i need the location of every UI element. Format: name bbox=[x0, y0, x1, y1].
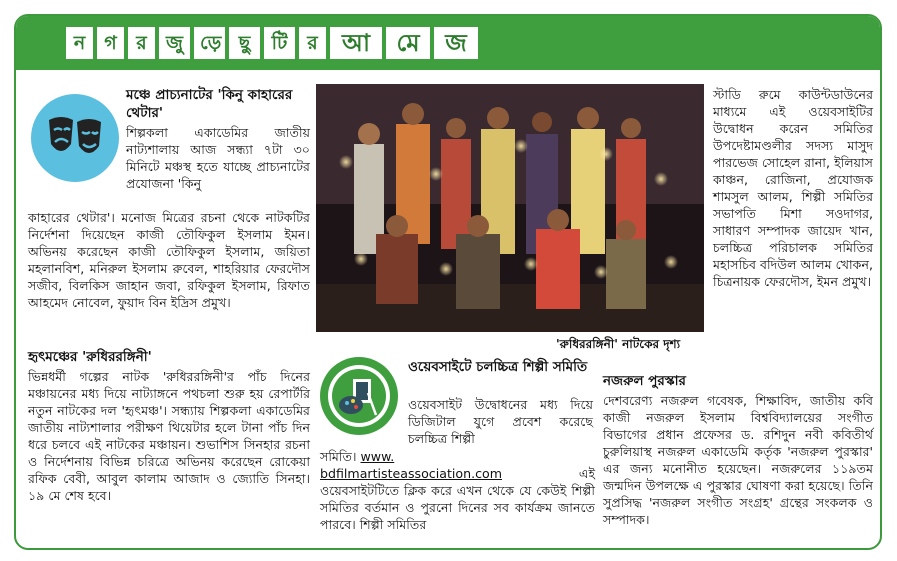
banner-letter: ড়ে bbox=[194, 27, 225, 59]
article4-body: দেশবরেণ্য নজরুল গবেষক, শিক্ষাবিদ, জাতীয় কবি কাজী নজরুল ইসলাম বিশ্ববিদ্যালয়ের সংগীত বিভাগের প্রধান প্রফেসর ড. রশিদুন নবী কবিতীর্থ চুরুলিয়াস্থ নজরুল একাডেমি কর্তৃক 'নজরুল পুরস্কার' এর জন্য মনোনীত হয়েছেন। নজরুলের ১১৯তম জন্মদিন উপলক্ষে এ পুরস্কার ঘোষণা করা হয়েছে। তিনি সুপ্রসিদ্ধ 'নজরুল সংগীত সংগ্রহ' গ্রন্থের সংকলক ও সম্পাদক। bbox=[603, 393, 873, 527]
right-column-text: স্টাডি রুমে কাউন্টডাউনের মাধ্যমে এই ওয়েবসাইটির উদ্বোধন করেন সমিতির উপদেষ্টামণ্ডলীর সদস্য মাসুদ পারভেজ সোহেল রানা, ইলিয়াস কাঞ্চন, রোজিনা, প্রযোজক শামসুল আলম, শিল্পী সমিতির সভাপতি মিশা সওদাগর, সাধারণ সম্পাদক জায়েদ খান, চলচ্চিত্র পরিচালক সমিতির মহাসচিব বদিউল আলম খোকন, চিত্রনায়ক ফেরদৌস, ইমন প্রমুখ। bbox=[713, 87, 873, 289]
article1-intro: শিল্পকলা একাডেমির জাতীয় নাট্যশালায় আজ সন্ধ্যা ৭টা ৩০ মিনিটে মঞ্চস্থ হতে যাচ্ছে প্রাচ্যনাটের প্রযোজনা 'কিনু bbox=[126, 125, 310, 191]
banner-letter: র bbox=[128, 27, 155, 59]
website-link-domain[interactable]: bdfilmartisteassociation.com bbox=[320, 466, 502, 481]
play-scene-photo bbox=[316, 84, 704, 332]
banner-title bbox=[66, 27, 478, 59]
article3-body bbox=[320, 448, 595, 533]
article2-title: হৃৎমঞ্চের 'রুধিররঙ্গিনী' bbox=[28, 349, 152, 365]
website-link[interactable]: www. bbox=[360, 449, 395, 464]
banner-letter: ছু bbox=[229, 27, 260, 59]
banner-letter: র bbox=[299, 27, 326, 59]
article1-body: কাহারের থেটার'। মনোজ মিত্রের রচনা থেকে নাটকটির নির্দেশনা দিয়েছেন কাজী তৌফিকুল ইসলাম ইমন। অভিনয় করেছেন কাজী তৌফিকুল ইসলাম, জয়িতা মহলানবিশ, মনিরুল ইসলাম রুবেল, শাহরিয়ার ফেরদৌস সজীব, বিলকিস জাহান জবা, রফিকুল ইসলাম, রিফাত আহমেদ নোবেল, ফুয়াদ বিন ইদ্রিস প্রমুখ। bbox=[28, 210, 310, 310]
section-banner bbox=[16, 16, 880, 70]
article4-title: নজরুল পুরস্কার bbox=[603, 373, 686, 389]
banner-letter: জু bbox=[159, 27, 190, 59]
article3-body-start: সমিতি। bbox=[320, 449, 357, 464]
theatre-masks-icon bbox=[31, 94, 119, 182]
article3-title: ওয়েবসাইটে চলচ্চিত্র শিল্পী সমিতি bbox=[408, 359, 588, 375]
article3-body-end: এই ওয়েবসাইটটিতে ক্লিক করে এখন থেকে যে কেউই শিল্পী সমিতির বর্তমান ও পুরনো দিনের সব কার্যক্রম জানতে পারবে। শিল্পী সমিতির bbox=[320, 466, 595, 532]
banner-letter: টি bbox=[264, 27, 295, 59]
page-frame bbox=[14, 14, 882, 550]
article3-intro: ওয়েবসাইট উদ্বোধনের মধ্য দিয়ে ডিজিটাল যুগে প্রবেশ করেছে চলচ্চিত্র শিল্পী bbox=[408, 397, 593, 446]
article2-body: ভিন্নধর্মী গল্পের নাটক 'রুধিররঙ্গিনী'র পাঁচ দিনের মঞ্চায়নের মধ্য দিয়ে নাট্যাঙ্গনে পথচলা শুরু হয় রেপার্টরি নতুন নাটকের দল 'হৃৎমঞ্চ'। সন্ধ্যায় শিল্পকলা একাডেমির জাতীয় নাট্যশালার পরীক্ষণ থিয়েটার হলে টানা পাঁচ দিন ধরে চলবে এই নাটকের মঞ্চায়ন। শুভাশিস সিনহার রচনা ও নির্দেশনায় বিভিন্ন চরিত্রে অভিনয় করেছেন রোকেয়া রফিক বেবী, আবুল কালাম আজাদ ও জ্যোতি সিনহা। ১৯ মে শেষ হবে। bbox=[28, 369, 310, 503]
banner-letter: জ bbox=[434, 27, 478, 59]
banner-letter: মে bbox=[386, 27, 430, 59]
paint-palette-icon bbox=[320, 357, 398, 435]
article1-title: মঞ্চে প্রাচ্যনাটের 'কিনু কাহারের থেটার' bbox=[126, 87, 293, 121]
photo-caption: 'রুধিররঙ্গিনী' নাটকের দৃশ্য bbox=[556, 337, 681, 351]
banner-letter: গ bbox=[97, 27, 124, 59]
banner-letter: আ bbox=[330, 27, 382, 59]
banner-letter: ন bbox=[66, 27, 93, 59]
